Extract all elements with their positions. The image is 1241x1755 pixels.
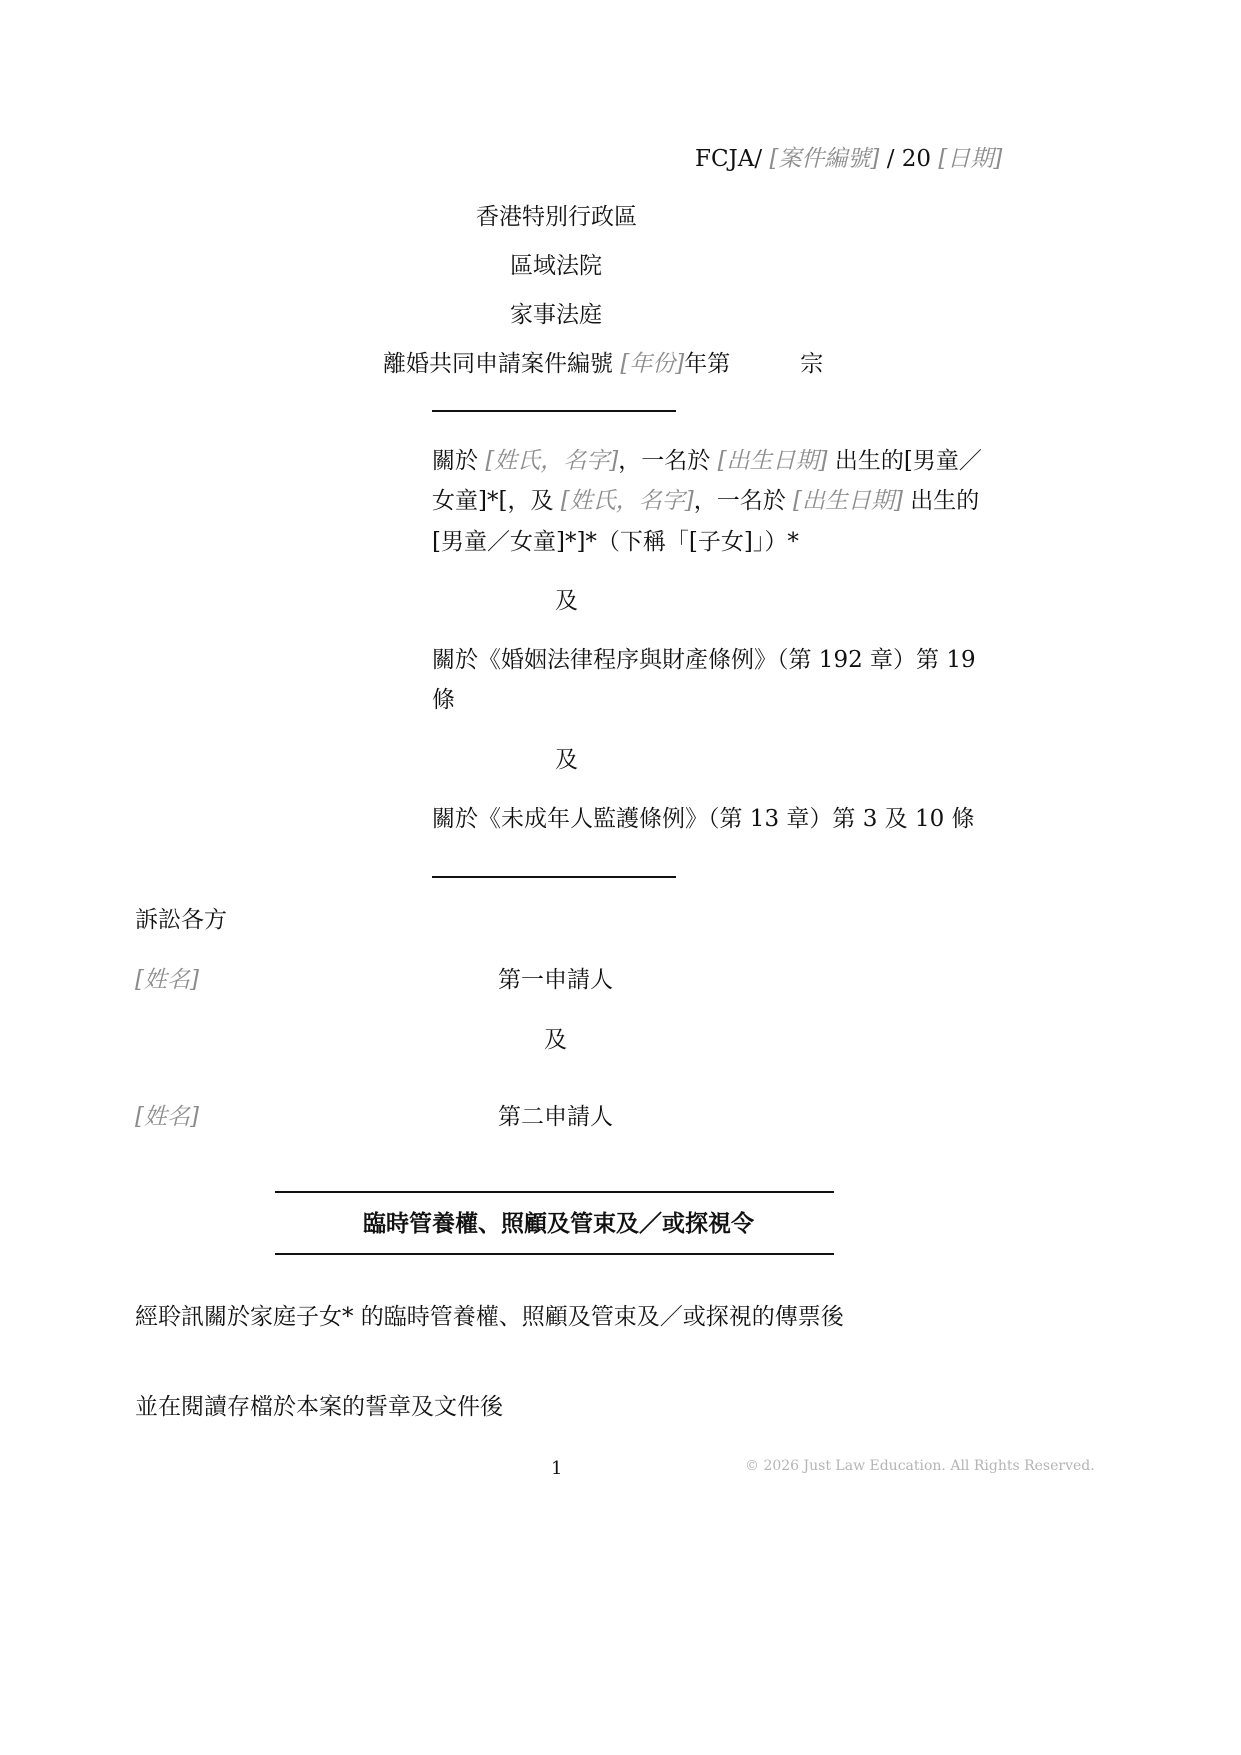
matter-children-line3: [男童／女童]*]*（下稱「[子女]」）* [432, 529, 799, 555]
text: ，一名於 [618, 448, 718, 474]
parties-and: 及 [544, 1027, 567, 1053]
child2-dob-placeholder[interactable]: [出生日期] [793, 488, 903, 514]
case-line-end: 宗 [800, 351, 824, 377]
title-rule-top [275, 1191, 834, 1193]
matter-ordinance-192-line1: 關於《婚姻法律程序與財產條例》（第 192 章）第 19 [432, 647, 976, 673]
second-applicant-name-placeholder[interactable]: [姓名] [135, 1104, 199, 1130]
and-connector-1: 及 [555, 588, 578, 614]
divider-bottom [432, 876, 676, 878]
matter-ordinance-192-line2: 條 [432, 687, 455, 713]
title-rule-bottom [275, 1253, 834, 1255]
divider-top [432, 410, 676, 412]
text: 出生的[男童／ [827, 448, 982, 474]
case-number-line [383, 353, 823, 376]
second-applicant-role: 第二申請人 [498, 1104, 613, 1130]
recital-reading: 並在閱讀存檔於本案的誓章及文件後 [135, 1394, 503, 1420]
recital-hearing: 經聆訊關於家庭子女* 的臨時管養權、照顧及管束及／或探視的傳票後 [135, 1304, 844, 1330]
case-ref-prefix: FCJA/ [695, 146, 770, 172]
matter-ordinance-13: 關於《未成年人監護條例》（第 13 章）第 3 及 10 條 [432, 806, 975, 832]
court-region: 香港特別行政區 [476, 204, 637, 230]
case-line-mid: 年第 [684, 351, 731, 377]
date-placeholder[interactable]: [日期] [938, 146, 1003, 172]
child2-name-placeholder[interactable]: [姓氏，名字] [560, 488, 694, 514]
year-placeholder[interactable]: [年份] [620, 351, 685, 377]
order-title: 臨時管養權、照顧及管束及／或探視令 [363, 1210, 754, 1237]
child-name-placeholder[interactable]: [姓氏，名字] [485, 448, 619, 474]
text: 女童]*[，及 [432, 488, 561, 514]
case-number-placeholder[interactable]: [案件編號] [769, 146, 880, 172]
text: 關於 [432, 448, 486, 474]
court-name: 區域法院 [510, 253, 602, 279]
text: ，一名於 [693, 488, 794, 514]
parties-heading: 訴訟各方 [135, 907, 227, 933]
text: 出生的 [902, 488, 980, 514]
first-applicant-name-placeholder[interactable]: [姓名] [135, 967, 199, 993]
copyright-notice: © 2026 Just Law Education. All Rights Reserved. [745, 1458, 1095, 1474]
child-dob-placeholder[interactable]: [出生日期] [717, 448, 828, 474]
case-reference [695, 148, 1002, 171]
matter-children-line2 [432, 490, 979, 513]
page-number: 1 [551, 1458, 563, 1479]
and-connector-2: 及 [555, 747, 578, 773]
first-applicant-role: 第一申請人 [498, 967, 613, 993]
case-line-pre: 離婚共同申請案件編號 [383, 351, 621, 377]
matter-children-line1 [432, 450, 982, 473]
court-division: 家事法庭 [510, 302, 602, 328]
case-ref-mid: / 20 [879, 146, 939, 172]
